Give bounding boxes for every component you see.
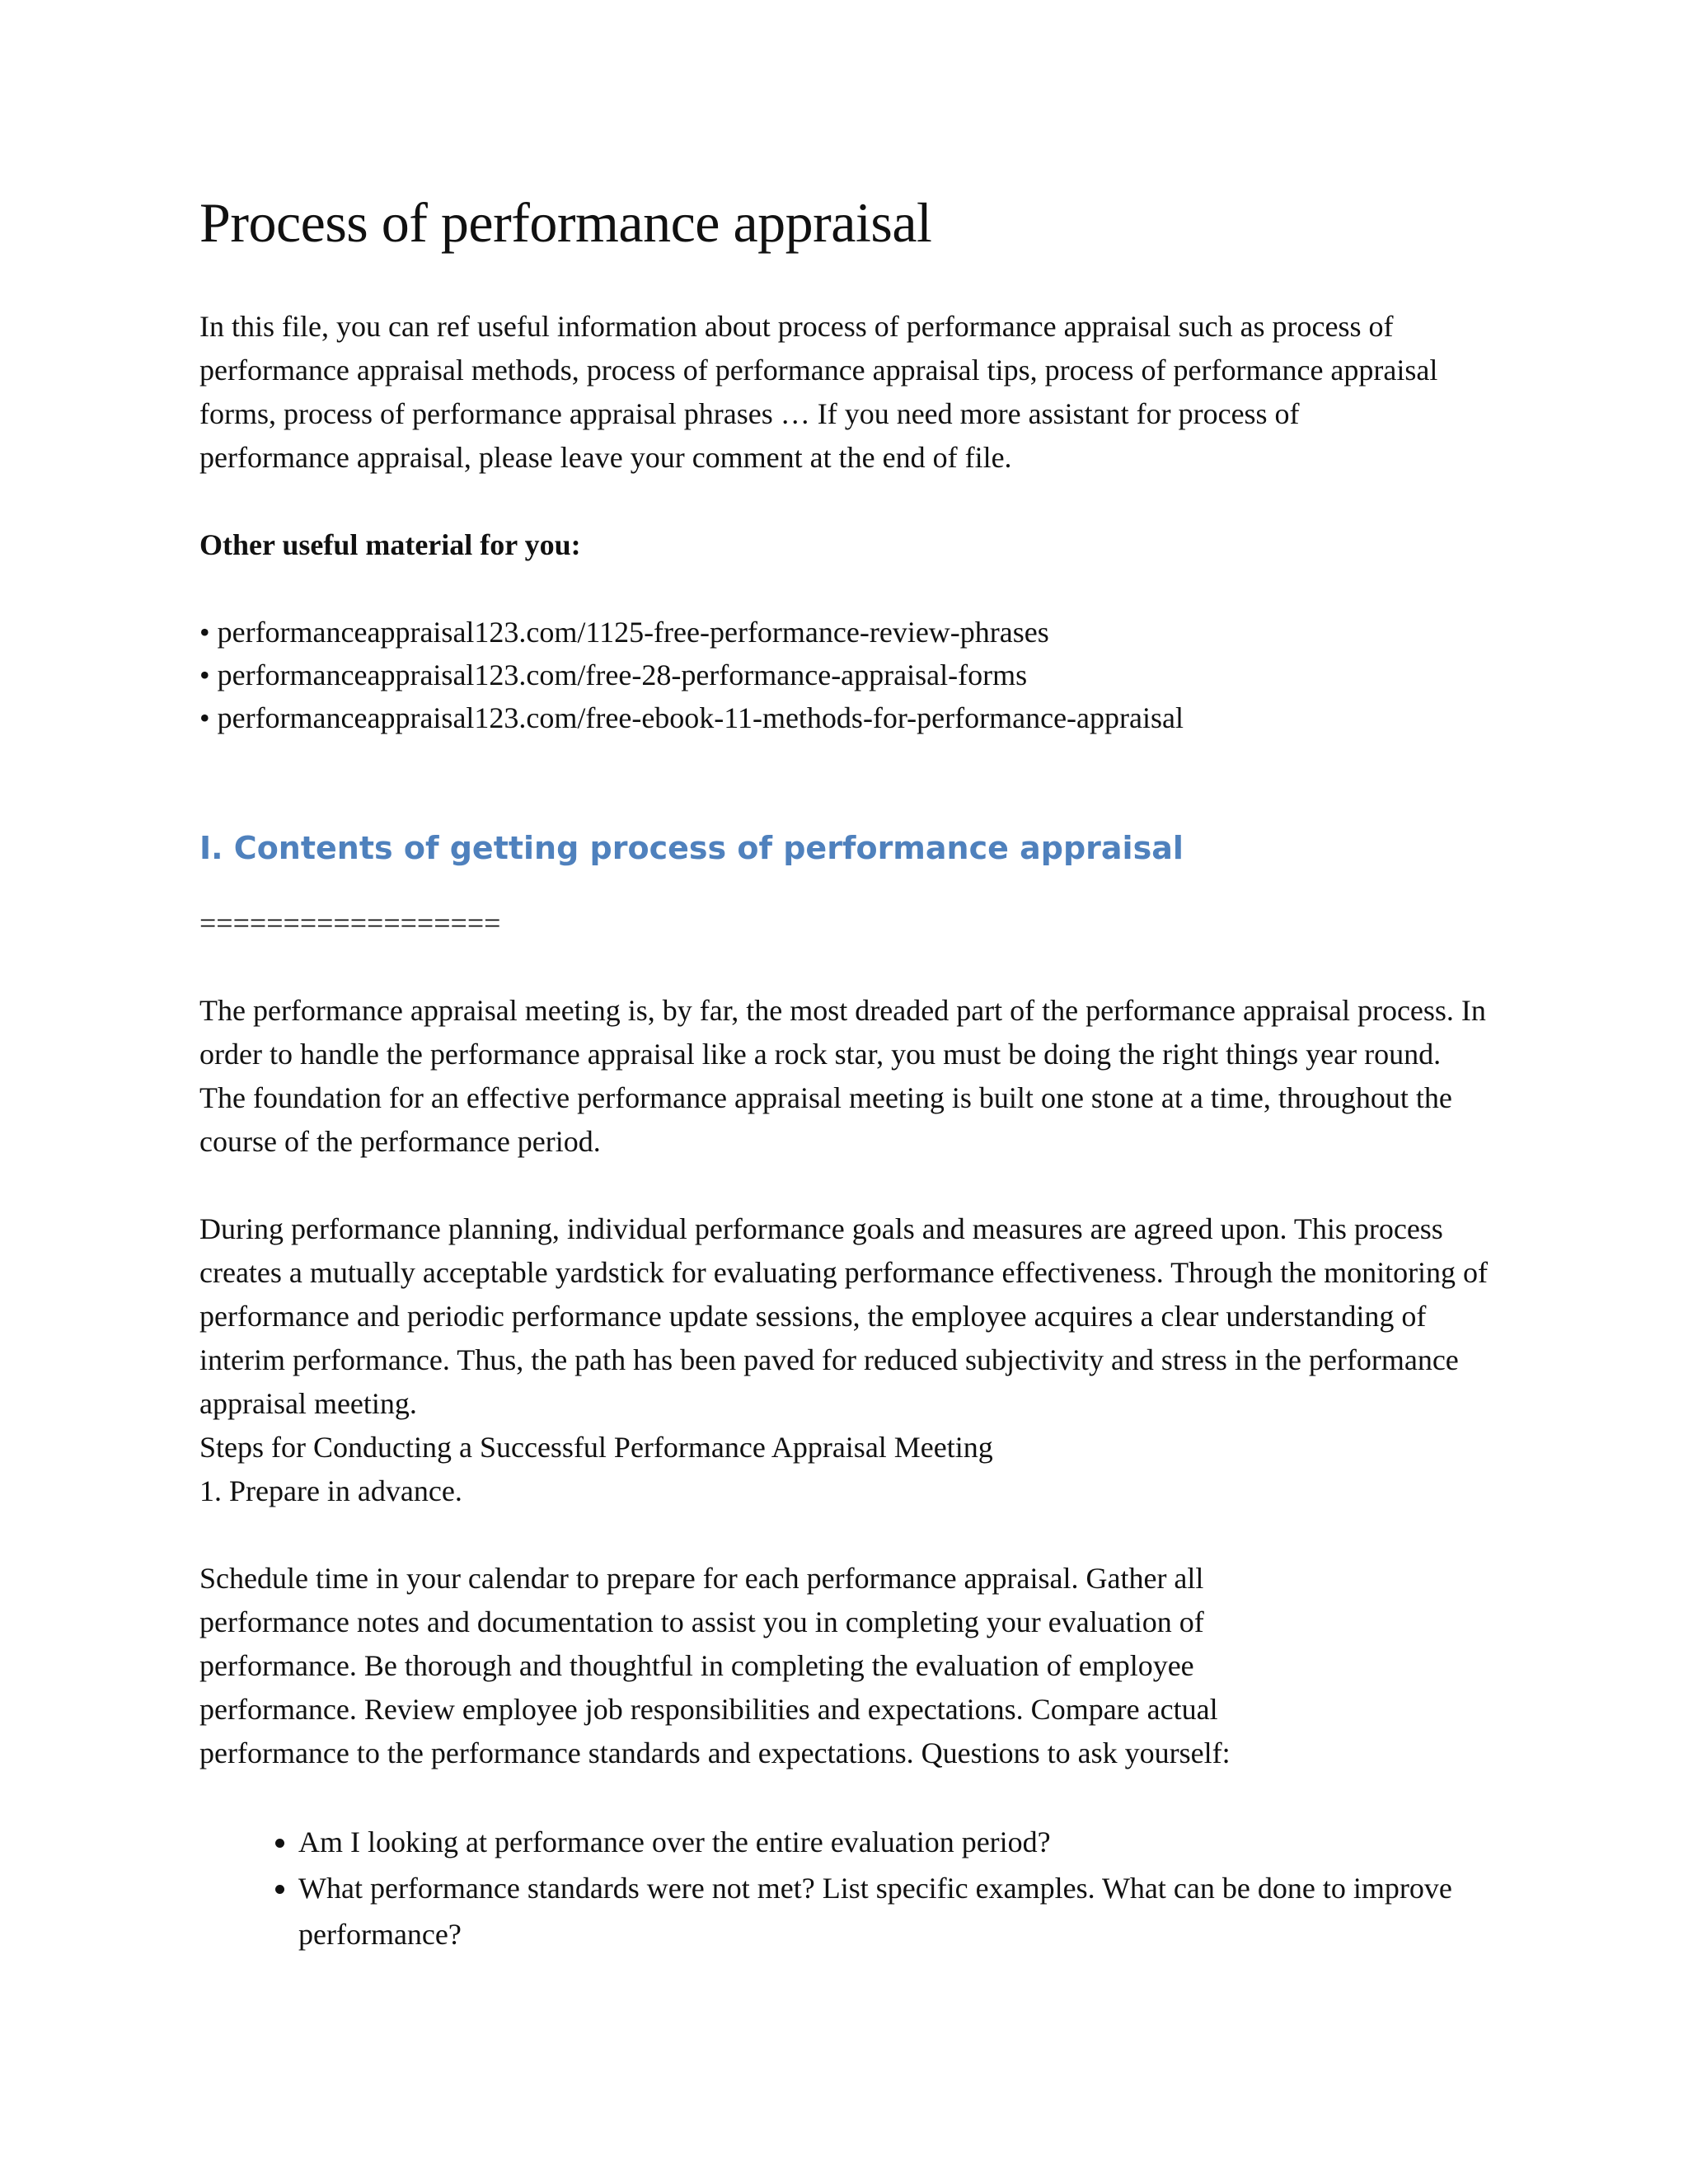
useful-link[interactable]: • performanceappraisal123.com/free-28-performance-appraisal-forms xyxy=(199,658,1028,691)
page-title: Process of performance appraisal xyxy=(199,191,932,254)
list-item: • Am I looking at performance over the entire evaluation period? xyxy=(298,1819,1490,1865)
steps-title: Steps for Conducting a Successful Performance Appraisal Meeting xyxy=(199,1430,993,1464)
paragraph-prepare: Schedule time in your calendar to prepare for each performance appraisal. Gather all performance notes and documentation to assist you in completing your evaluation of performance. Be thorough and thoughtful in completing the evaluation of employee performance. Review employee job responsibilities and expectations. Compare actual performance to the performance standards and expectations. Questions to ask yourself: xyxy=(199,1561,1231,1769)
step-1: 1. Prepare in advance. xyxy=(199,1474,462,1507)
useful-link[interactable]: • performanceappraisal123.com/free-ebook-11-methods-for-performance-appraisal xyxy=(199,701,1184,734)
list-item: • What performance standards were not met? List specific examples. What can be done to improve performance? xyxy=(298,1865,1490,1957)
useful-link[interactable]: • performanceappraisal123.com/1125-free-performance-review-phrases xyxy=(199,615,1049,649)
questions-list xyxy=(199,1819,1490,1957)
intro-paragraph: In this file, you can ref useful information about process of performance appraisal such as process of performance appraisal methods, process of performance appraisal tips, process of performance appraisal forms, process of performance appraisal phrases … If you need more assistant for process of performance appraisal, please leave your comment at the end of file. xyxy=(199,309,1438,474)
section-heading: I. Contents of getting process of performance appraisal xyxy=(199,829,1184,866)
paragraph-meeting: The performance appraisal meeting is, by far, the most dreaded part of the performance appraisal process. In order to handle the performance appraisal like a rock star, you must be doing the right things year round. The foundation for an effective performance appraisal meeting is built one stone at a time, throughout the course of the performance period. xyxy=(199,993,1486,1158)
other-material-label: Other useful material for you: xyxy=(199,527,581,561)
paragraph-planning: During performance planning, individual performance goals and measures are agreed upon. This process creates a mutually acceptable yardstick for evaluating performance effectiveness. Through the monitoring of performance and periodic performance update sessions, the employee acquires a clear understanding of interim performance. Thus, the path has been paved for reduced subjectivity and stress in the performance appraisal meeting. xyxy=(199,1212,1489,1420)
useful-links-list xyxy=(199,611,1490,739)
divider: ================== xyxy=(199,906,501,940)
